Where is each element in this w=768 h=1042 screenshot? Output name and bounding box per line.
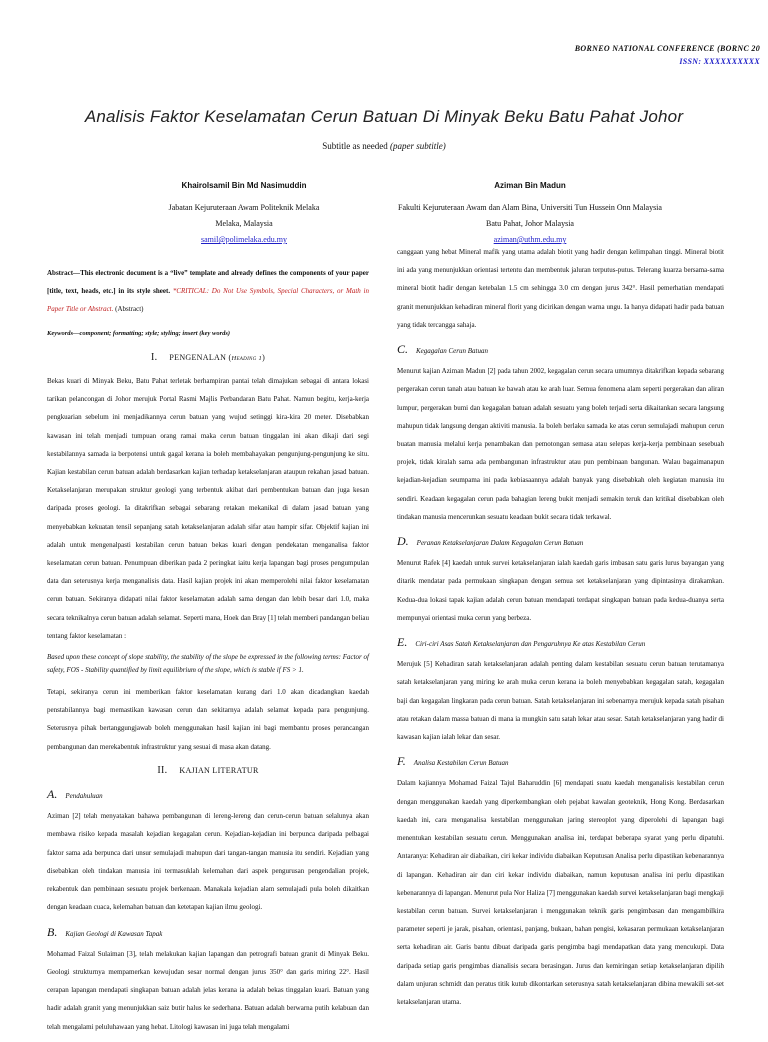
paragraph: Menurut kajian Aziman Madun [2] pada tahun 2002, kegagalan cerun secara umumnya ditakrifkan kepada sebarang pergerakan cerun tanah atau batuan ke bawah atau ke arah luar. Semua fenomena alam seperti pergerakan dan aliran lumpur, pergerakan bumi dan kegagalan batuan adalah sesuatu yang boleh terjadi serta dikaitankan secara langsung mahupun tidak langsung dengan aktiviti manusia. Ia boleh berlaku samada ke atas cerun semulajadi mahupun cerun buatan manusia melalui kerja penambakan dan pemotongan semasa atau selepas kerja-kerja pembinaan sesebuah projek, tidak kiralah sama ada pembangunan infrastruktur atau pun pembinaan bangunan. Walau bagaimanapun kejadian-kejadian seumpama ini pada kebiasaannya adalah banyak yang disebabkah oleh kegiatan manusia itu sendiri. Keadaan kegagalan cerun pada bahagian lereng bukit menjadi semakin teruk dan kritikal disebabkan oleh tindakan manusia mencerunkan sesuatu keadaan bukit secara tidak terkawal. [397,367,724,521]
subsection-heading-b [47,923,369,943]
author-block-1 [94,181,394,251]
conference-header: BORNEO NATIONAL CONFERENCE (BORNC 20 [574,44,760,53]
right-column [397,243,724,1017]
subsection-title: Peranan Ketakselanjaran Dalam Kegagalan Cerun Batuan [416,539,584,548]
paragraph: Bekas kuari di Minyak Beku, Batu Pahat terletak berhampiran pantai telah dimajukan sebagai di antara lokasi tarikan pelancongan di Johor merujuk Portal Rasmi Majlis Perbandaran Batu Pahat. Namun begitu, kerja-kerja pengkuarian sebelum ini menjadikannya cerun batuan yang wujud setinggi kira-kira 20 meter. Disebabkan kawasan ini telah menjadi tumpuan orang ramai maka cerun batuan tinggalan ini akan dikaji dari segi kestabilannya samada ia berpotensi untuk gagal kerana ia boleh membahayakan pengunjung-pengunjung ke situ. Kajian kestabilan cerun batuan adalah berdasarkan kajian terhadap ketakselanjaran ataupun rekahan jasad batuan. Ketakselanjaran merupakan struktur geologi yang terbentuk akibat dari pembentukan batuan dan juga kesan daripada proses geologi. Ia ditakrifkan sebagai sebarang retakan mekanikal di dalam jasad batuan yang menyebabkan kekuatan tensil sepanjang satah ketakselanjaran adalah sifar atau hampir sifar. Objektif kajian ini adalah untuk mengenalpasti kestabilan cerun batuan bekas kuari dengan pendekatan menganalisa faktor keselamatan cerun batuan. Penumpuan diberikan pada 2 peringkat iaitu kerja lapangan bagi proses pengumpulan data dan seterusnya kerja menganalisis data. Hasil kajian projek ini akan memperolehi nilai faktor keselamatan cerun batuan. Sekiranya didapati nilai faktor keselamatan adalah sama dengan dan lebih besar dari 1.0, maka secara teknikalnya cerun batuan adalah selamat. Seperti mana, Hoek dan Bray [1] telah memberi pandangan beliau tentang faktor keselamatan : [47,377,369,640]
left-column [47,264,369,1042]
subsection-title: Kajian Geologi di Kawasan Tapak [65,929,163,938]
author-affiliation: Fakulti Kejuruteraan Awam dan Alam Bina, Universiti Tun Hussein Onn Malaysia [398,203,662,212]
author-location: Melaka, Malaysia [215,219,273,228]
section-number: I. [150,351,158,363]
subsection-letter: A. [47,787,58,802]
subtitle-text: Subtitle as needed [322,141,390,151]
subsection-heading-a [47,785,369,805]
keywords: Keywords—component; formatting; style; styling; insert (key words) [47,329,231,337]
abstract [47,264,369,319]
subsection-heading-d [397,532,724,552]
subtitle-italic: (paper subtitle) [389,141,446,151]
paragraph: Mohamad Faizal Sulaiman [3], telah melakukan kajian lapangan dan petrografi batuan granit di Minyak Beku. Geologi strukturnya mempamerkan kewujudan sesar normal dengan jurus 350° dan garis miring 22°. Hasil cerapan lapangan mendapati singkapan batuan adalah jelas kerana ia adalah bekas tinggalan kuari. Batuan yang hadir adalah granit yang menunjukkan saiz butir halus ke sederhana. Batuan adalah berwarna putih kelabuan dan telah mengalami peluluhawaan yang hebat. Litologi kawasan ini juga telah mengalami [47,949,369,1031]
section-heading-2 [47,762,369,780]
author-block-2 [380,181,680,251]
abstract-label: Abstract— [47,269,81,277]
subsection-letter: B. [47,924,58,939]
author-name: Aziman Bin Madun [494,181,566,190]
author-location: Batu Pahat, Johor Malaysia [486,219,574,228]
subsection-letter: C. [397,342,409,357]
subsection-title: Pendahuluan [65,792,103,801]
issn-header: ISSN: XXXXXXXXXX [679,57,760,66]
section-number: II. [157,764,168,776]
subsection-title: Ciri-ciri Asas Satah Ketakselanjaran dan Pengaruhnya Ke atas Kestabilan Cerun [415,640,646,649]
section-heading-1 [47,349,369,368]
abstract-critical-note: *CRITICAL: Do Not Use Symbols, Special Characters, or Math in Paper Title or Abstract. [47,287,369,314]
subsection-letter: F. [397,754,406,769]
paragraph: Dalam kajiannya Mohamad Faizal Tajul Baharuddin [6] mendapati suatu kaedah menganalisis kestabilan cerun dengan menggunakan kaedah yang diperkembangkan oleh pejabat kawalan geoteknik, Hong Kong. Berdasarkan kaedah ini, cara menganalisa kestabilan menggunakan jaring stereoplot yang diperolehi di lapangan bagi menentukan kestabilan sesuatu cerun. Menggunakan analisa ini, terdapat beberapa syarat yang perlu dipatuhi. Antaranya: Kehadiran air diabaikan, ciri kekar individu diabaikan Keputusan Analisa perlu dipastikan kebenarannya di lapangan. Kehadiran air dan ciri kekar individu diabaikan, namun keputusan analisa ini perlu dipastikan kebenarannya di lapangan. Menurut pula Nor Haliza [7] menggunakan kaedah survei ketakselanjaran bagi mengkaji kestabilan cerun batuan. Survei ketakselanjaran i menggunakan teknik garis pengimbasan dan mengambilkira parameter seperti je jarak, pisahan, orientasi, panjang, bukaan, bahan pengisi, kekasaran permukaan ketakselanjaran serta kehadiran air. Garis bantu dibuat daripada garis pengimba bagi mendapatkan data yang mencukupi. Data daripada setiap garis pengimbas dianalisis secara berasingan. Jurus dan kemiringan setiap ketakselanjaran dipilih dalam unjuran schmidt dan peratus titik kutub dikontarkan seterusnya satah ketakselanjaran dibina mewakili set-set ketakselanjaran utama. [397,779,724,1006]
subsection-heading-c [397,340,724,360]
abstract-text: This electronic document is a “live” template and already defines the components of your paper [title, text, heads, etc.] in its style sheet. [47,269,369,296]
paper-subtitle [0,141,768,151]
subsection-heading-f [397,752,724,772]
quote-block: Based upon these concept of slope stability, the stability of the slope be expressed in the following terms: Factor of safety, FOS - Stability quantified by limit equilibrium of the slope, which is stable if FS > 1. [47,653,369,675]
author-email-link[interactable]: samil@polimelaka.edu.my [200,235,287,244]
subsection-letter: D. [397,534,409,549]
abstract-tail: (Abstract) [113,305,144,314]
author-affiliation: Jabatan Kejuruteraan Awam Politeknik Melaka [168,203,320,212]
section-title: PENGENALAN ( [169,352,232,362]
section-title-sub: Heading 1 [231,354,263,362]
section-title-close: ) [262,352,266,362]
paragraph: Tetapi, sekiranya cerun ini memberikan faktor keselamatan kurang dari 1.0 akan dicadangkan kaedah penstabilannya bagi memastikan kawasan cerun dan sekitarnya adalah selamat kepada para pengunjung. Seterusnya pihak bertanggungjawab boleh menggunakan hasil kajian ini bagi membantu proses perancangan pembangunan dan merekabentuk infrastruktur yang sesuai di masa akan datang. [47,688,369,751]
subsection-heading-e [397,633,724,653]
paragraph: Merujuk [5] Kehadiran satah ketakselanjaran adalah penting dalam kestabilan sesuatu cerun batuan terutamanya satah ketakselanjaran yang miring ke arah muka cerun kerana ia boleh menyebabkan kegagalan satah, kegagalan baji dan kegagalan lingkaran pada cerun batuan. Satah ketakselanjaran ini sebenarnya merujuk kepada satah pisahan atau retakan dalam massa batuan di mana ia mungkin satu satah lekar atau sesar. Satah ketakselanjaran yang hadir di kawasan kajian ialah lekar dan sesar. [397,660,724,742]
paragraph: Aziman [2] telah menyatakan bahawa pembangunan di lereng-lereng dan cerun-cerun batuan selalunya akan membawa risiko kepada masalah kejadian kegagalan cerun. Kejadian-kejadian ini berpunca daripada pelbagai faktor sama ada berpunca dari unsur semulajadi mahupun dari tangan-tangan manusia itu sendiri. Kejadian yang disebabkan oleh tindakan manusia ini termasuklah kelemahan dari aspek pengurusan pengendalian projek, rekabentuk dan pembinaan sesuatu projek berkenaan. Manakala kejadian alam semulajadi pula boleh dikaitkan dengan keadaan cuaca, kelemahan batuan dan ketetapan kajian ilmu geologi. [47,812,369,912]
author-email-link[interactable]: aziman@uthm.edu.my [493,235,567,244]
section-title: KAJIAN LITERATUR [179,765,259,775]
subsection-title: Kegagalan Cerun Batuan [416,347,488,356]
subsection-title: Analisa Kestabilan Cerun Batuan [413,759,509,768]
author-name: Khairolsamil Bin Md Nasimuddin [181,181,307,190]
paragraph: canggaan yang hebat Mineral mafik yang utama adalah biotit yang hadir dengan kelimpahan tinggi. Mineral biotit ini ada yang menunjukkan orientasi tertentu dan membentuk jaluran terputus-putus. Telerang kuarza bersama-sama mineral biotit hadir dengan ketebalan 1.5 cm sehingga 3.0 cm dengan jurus 342°. Hasil pemerhatian mendapati granit menunjukkan kehadiran mineral florit yang dicirikan dengan warna ungu. Ia hanya didapati hadir pada batuan yang tidak tercangga sahaja. [397,248,724,329]
paper-title: Analisis Faktor Keselamatan Cerun Batuan Di Minyak Beku Batu Pahat Johor [84,107,684,126]
subsection-letter: E. [397,635,408,650]
paragraph: Menurut Rafek [4] kaedah untuk survei ketakselanjaran ialah kaedah garis imbasan satu garis lurus bayangan yang ditarik mendatar pada permukaan singkapan dengan semua set ketakselanjaran yang dipintasinya dirakamkan. Kedua-dua lokasi tapak kajian adalah cerun batuan mendapati terdapat singkapan batuan pada kedua-duanya serta mempunyai orientasi muka cerun yang berbeza. [397,559,724,622]
